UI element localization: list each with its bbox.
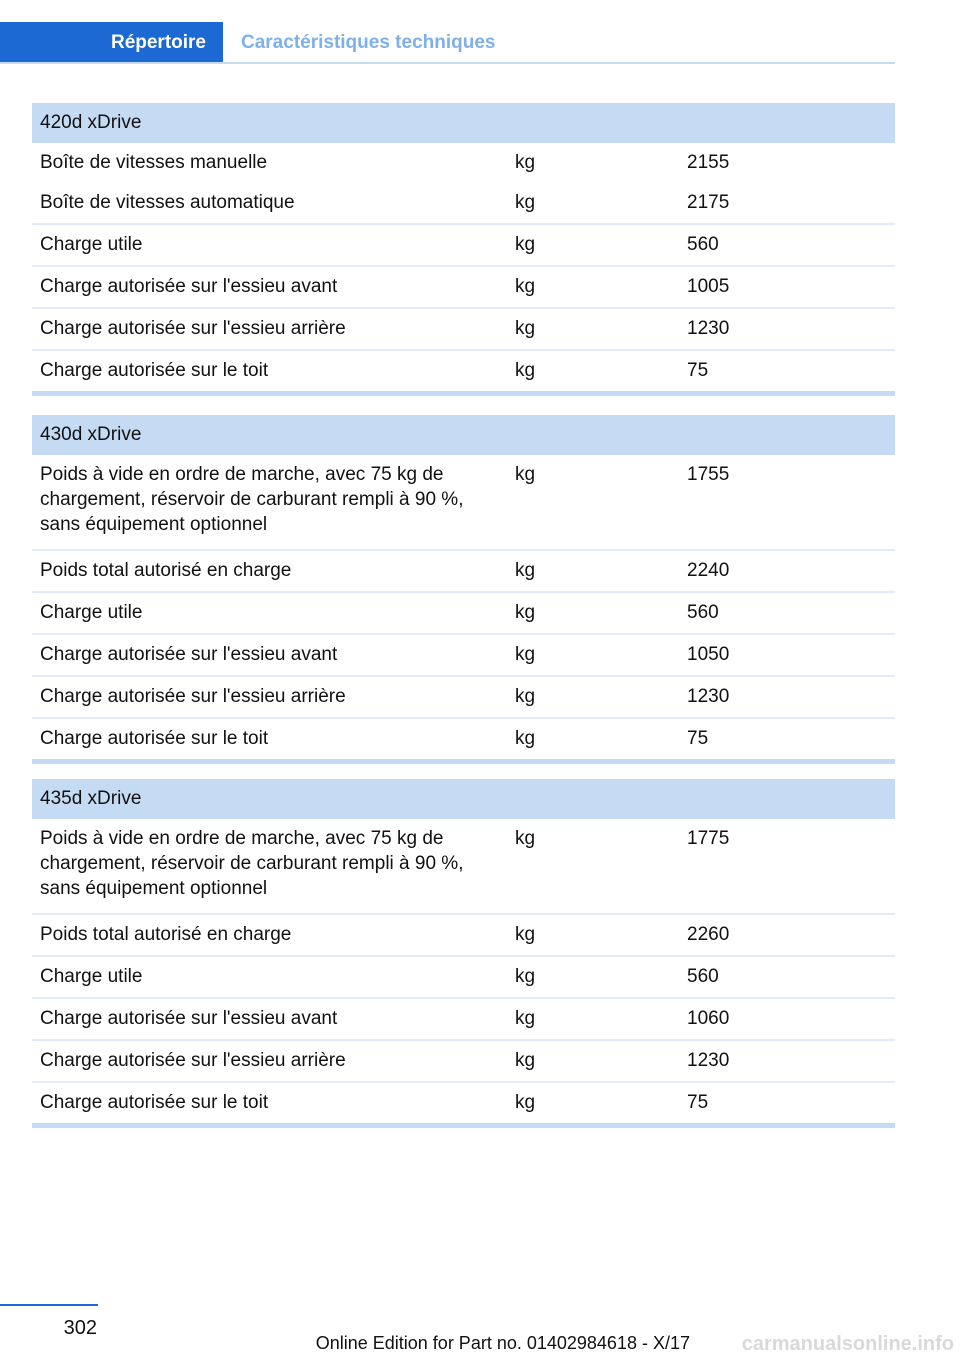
row-unit: kg	[507, 718, 679, 762]
row-unit: kg	[507, 224, 679, 266]
row-unit: kg	[507, 1040, 679, 1082]
row-value: 1775	[687, 828, 730, 849]
table-row	[32, 308, 895, 350]
row-label: Poids total autorisé en charge	[32, 914, 507, 956]
row-value: 2175	[687, 192, 730, 213]
row-unit: kg	[507, 308, 679, 350]
header-bar	[0, 22, 895, 64]
table-row	[32, 550, 895, 592]
row-label: Poids total autorisé en charge	[32, 550, 507, 592]
row-unit: kg	[507, 266, 679, 308]
row-label: Charge utile	[32, 956, 507, 998]
row-value: 75	[679, 1082, 895, 1126]
row-value: 560	[679, 956, 895, 998]
row-label: Charge autorisée sur le toit	[32, 350, 507, 394]
row-label: Charge autorisée sur le toit	[32, 718, 507, 762]
row-label: Charge utile	[32, 224, 507, 266]
row-value: 1230	[679, 676, 895, 718]
row-label: Charge autorisée sur l'essieu avant	[32, 634, 507, 676]
table-row	[32, 592, 895, 634]
row-value: 2260	[679, 914, 895, 956]
row-unit: kg	[507, 956, 679, 998]
row-value: 1050	[679, 634, 895, 676]
page-number-rule	[0, 1304, 98, 1306]
table-row	[32, 266, 895, 308]
row-unit: kg	[507, 914, 679, 956]
row-label: Poids à vide en ordre de marche, avec 75 kg de chargement, réservoir de carburant rempli à 90 %, sans équipement optionnel	[40, 464, 464, 535]
row-value: 75	[679, 718, 895, 762]
row-value: 1230	[679, 308, 895, 350]
model-heading: 420d xDrive	[32, 103, 895, 143]
row-value: 1230	[679, 1040, 895, 1082]
table-row	[32, 634, 895, 676]
row-label: Charge autorisée sur l'essieu arrière	[32, 1040, 507, 1082]
table-row	[32, 819, 895, 914]
row-unit: kg	[507, 998, 679, 1040]
model-heading: 435d xDrive	[32, 779, 895, 819]
row-unit: kg	[507, 634, 679, 676]
table-row	[32, 143, 895, 183]
spec-table-435d	[32, 779, 895, 1128]
row-unit: kg	[515, 828, 536, 849]
table-row	[32, 1082, 895, 1126]
table-row	[32, 183, 895, 224]
row-value: 1060	[679, 998, 895, 1040]
row-label: Boîte de vitesses manuelle	[40, 152, 268, 173]
table-header-row	[32, 103, 895, 143]
row-unit: kg	[515, 464, 536, 485]
row-label: Charge utile	[32, 592, 507, 634]
watermark: carmanualsonline.info	[741, 1333, 954, 1355]
row-label: Charge autorisée sur l'essieu avant	[32, 266, 507, 308]
row-unit: kg	[507, 350, 679, 394]
spec-table-420d	[32, 103, 895, 396]
row-value: 2240	[679, 550, 895, 592]
table-row	[32, 1040, 895, 1082]
table-row	[32, 998, 895, 1040]
row-unit: kg	[515, 152, 536, 173]
table-header-row	[32, 779, 895, 819]
row-label: Charge autorisée sur le toit	[32, 1082, 507, 1126]
page-number: 302	[63, 1317, 97, 1339]
row-value: 75	[679, 350, 895, 394]
row-unit: kg	[507, 592, 679, 634]
table-row	[32, 914, 895, 956]
row-value: 2155	[687, 152, 730, 173]
row-value: 560	[679, 592, 895, 634]
spec-table-430d	[32, 415, 895, 764]
tab-repertoire[interactable]: Répertoire	[0, 22, 223, 62]
row-value: 560	[679, 224, 895, 266]
model-heading: 430d xDrive	[32, 415, 895, 455]
row-label: Charge autorisée sur l'essieu avant	[32, 998, 507, 1040]
table-row	[32, 224, 895, 266]
row-value: 1005	[679, 266, 895, 308]
row-label: Poids à vide en ordre de marche, avec 75 kg de chargement, réservoir de carburant rempli à 90 %, sans équipement optionnel	[40, 828, 464, 899]
row-value: 1755	[687, 464, 730, 485]
table-header-row	[32, 415, 895, 455]
table-row	[32, 718, 895, 762]
table-row	[32, 455, 895, 550]
row-unit: kg	[507, 676, 679, 718]
table-row	[32, 350, 895, 394]
row-unit: kg	[507, 550, 679, 592]
row-unit: kg	[515, 192, 536, 213]
row-label: Charge autorisée sur l'essieu arrière	[32, 308, 507, 350]
tab-caracteristiques-techniques[interactable]: Caractéristiques techniques	[241, 32, 496, 53]
row-label: Charge autorisée sur l'essieu arrière	[32, 676, 507, 718]
row-label: Boîte de vitesses automatique	[40, 192, 295, 213]
table-row	[32, 956, 895, 998]
row-unit: kg	[507, 1082, 679, 1126]
table-row	[32, 676, 895, 718]
edition-notice: Online Edition for Part no. 01402984618 - X/17	[315, 1333, 690, 1353]
